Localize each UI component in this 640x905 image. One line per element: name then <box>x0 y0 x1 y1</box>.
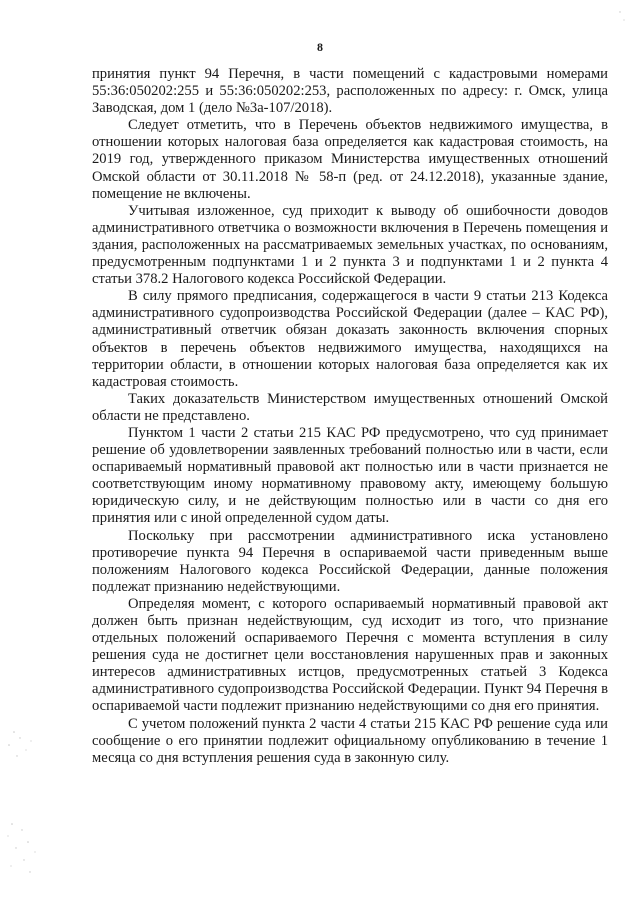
paragraph-article-215: Пунктом 1 части 2 статьи 215 КАС РФ предусмотрено, что суд принимает решение об удовлетворении заявленных требований полностью или в части, если оспариваемый нормативный правовой акт полностью или в части признается не соответствующим иному нормативному правовому акту, имеющему большую юридическую силу, и не действующим полностью или в части со дня его принятия или с иной определенной судом даты. <box>92 424 608 527</box>
paragraph-note-perechen: Следует отметить, что в Перечень объектов недвижимого имущества, в отношении которых налоговая база определяется как кадастровая стоимость, на 2019 год, утвержденного приказом Министерства имущественных отношений Омской области от 30.11.2018 № 58-п (ред. от 24.12.2018), указанные здание, помещение не включены. <box>92 117 608 202</box>
paragraph-conclusion: Учитывая изложенное, суд приходит к выводу об ошибочности доводов административного ответчика о возможности включения в Перечень помещения и здания, расположенных на рассматриваемых земельных участках, по основаниям, предусмотренным подпунктами 1 и 2 пункта 3 и подпунктами 1 и 2 пункта 4 статьи 378.2 Налогового кодекса Российской Федерации. <box>92 202 608 288</box>
paragraph-contradiction: Поскольку при рассмотрении административного иска установлено противоречие пункта 94 Перечня в оспариваемой части приведенным выше положениям Налогового кодекса Российской Федерации, данные положения подлежат признанию недействующими. <box>92 527 608 595</box>
page-number: 8 <box>317 40 323 54</box>
paragraph-publication: С учетом положений пункта 2 части 4 статьи 215 КАС РФ решение суда или сообщение о его принятии подлежит официальному опубликованию в течение 1 месяца со дня вступления решения суда в законную силу. <box>92 715 608 766</box>
paragraph-burden-of-proof: В силу прямого предписания, содержащегося в части 9 статьи 213 Кодекса административного судопроизводства Российской Федерации (далее – КАС РФ), административный ответчик обязан доказать законность включения спорных объектов в перечень объектов недвижимого имущества, находящихся на территории области, в отношении которых налоговая база определяется как их кадастровая стоимость. <box>92 288 608 390</box>
paragraph-no-evidence: Таких доказательств Министерством имущественных отношений Омской области не представлено. <box>92 390 608 424</box>
paragraph-continuation: принятия пункт 94 Перечня, в части помещений с кадастровыми номерами 55:36:050202:255 и 55:36:050202:253, расположенных по адресу: г. Омск, улица Заводская, дом 1 (дело №3а-107/2018). <box>92 66 608 117</box>
paragraph-effective-moment: Определяя момент, с которого оспариваемый нормативный правовой акт должен быть признан недействующим, суд исходит из того, что признание отдельных положений оспариваемого Перечня с момента вступления в силу решения суда не достигнет цели восстановления нарушенных прав и законных интересов административных истцов, предусмотренных статьей 3 Кодекса административного судопроизводства Российской Федерации. Пункт 94 Перечня в оспариваемой части подлежит признанию недействующими со дня его принятия. <box>92 595 608 715</box>
